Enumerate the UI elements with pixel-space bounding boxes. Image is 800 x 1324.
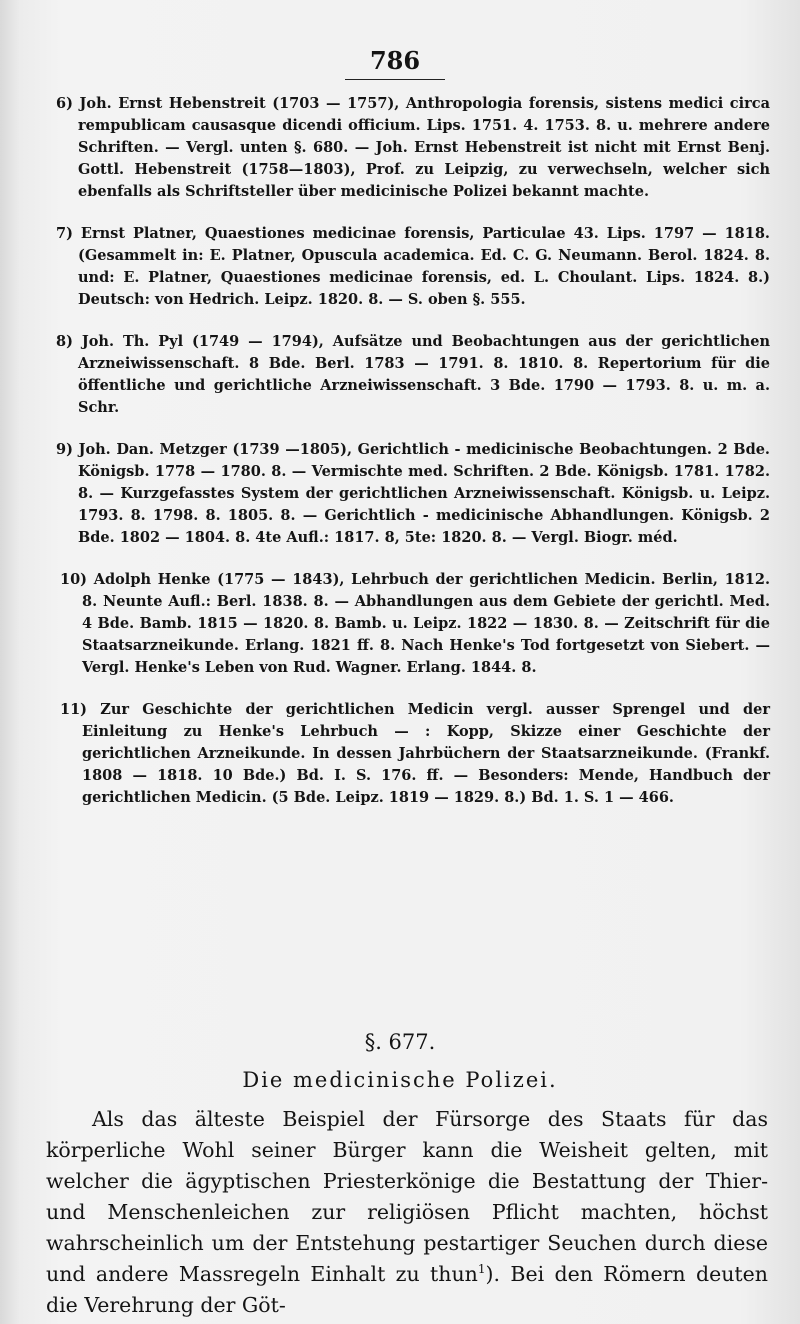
footnote-text: Zur Geschichte der gerichtlichen Medicin vergl. ausser Sprengel und der Einleitung zu Henke's Lehrbuch — : Kopp, Skizze einer Geschichte der gerichtlichen Arzneikunde. In dessen Jahrbüchern der Staatsarzneikunde. (Frankf. 1808 — 1818. 10 Bde.) Bd. I. S. 176. ff. — Besonders: Mende, Handbuch der gerichtlichen Medicin. (5 Bde. Leipz. 1819 — 1829. 8.) Bd. 1. S. 1 — 466. (82, 701, 770, 806)
footnote (56, 93, 770, 203)
body-paragraph (46, 1104, 768, 1321)
footnote-number: 7) (56, 225, 73, 242)
page-number-rule (345, 79, 445, 80)
footnote (56, 331, 770, 419)
page-number: 786 (369, 46, 421, 75)
footnote-number: 9) (56, 441, 73, 458)
footnote (56, 223, 770, 311)
body-text-continuation: ). Bei den Römern deuten die Verehrung der Göt- (46, 1262, 769, 1317)
footnote (60, 699, 770, 809)
footnote (60, 569, 770, 679)
footnote-text: Adolph Henke (1775 — 1843), Lehrbuch der gerichtlichen Medicin. Berlin, 1812. 8. Neunte Aufl.: Berl. 1838. 8. — Abhandlungen aus dem Gebiete der gerichtl. Med. 4 Bde. Bamb. 1815 — 1820. 8. Bamb. u. Leipz. 1822 — 1830. 8. — Zeitschrift für die Staatsarzneikunde. Erlang. 1821 ff. 8. Nach Henke's Tod fortgesetzt von Siebert. — Vergl. Henke's Leben von Rud. Wagner. Erlang. 1844. 8. (82, 571, 770, 676)
footnote (56, 439, 770, 549)
footnote-text: Ernst Platner, Quaestiones medicinae forensis, Particulae 43. Lips. 1797 — 1818. (Gesammelt in: E. Platner, Opuscula academica. Ed. C. G. Neumann. Berol. 1824. 8. und: E. Platner, Quaestiones medicinae forensis, ed. L. Choulant. Lips. 1824. 8.) Deutsch: von Hedrich. Leipz. 1820. 8. — S. oben §. 555. (78, 225, 770, 308)
footnote-text: Joh. Dan. Metzger (1739 —1805), Gerichtlich - medicinische Beobachtungen. 2 Bde. Königsb. 1778 — 1780. 8. — Vermischte med. Schriften. 2 Bde. Königsb. 1781. 1782. 8. — Kurzgefasstes System der gerichtlichen Arzneiwissenschaft. Königsb. u. Leipz. 1793. 8. 1798. 8. 1805. 8. — Gerichtlich - medicinische Abhandlungen. Königsb. 2 Bde. 1802 — 1804. 8. 4te Aufl.: 1817. 8, 5te: 1820. 8. — Vergl. Biogr. méd. (78, 441, 770, 546)
body-text-start: Als das älteste Beispiel der Fürsorge des Staats für das körperliche Wohl seiner Bürger kann die Weisheit gelten, mit welcher die ägyptischen Priesterkönige die Bestattung der Thier- und Menschenleichen zur religiösen Pflicht machten, höchst wahrscheinlich um der Entstehung pestartiger Seuchen durch diese und andere Massregeln Einhalt zu thun (46, 1107, 768, 1286)
footnote-reference: 1 (477, 1262, 486, 1277)
footnote-number: 10) (60, 571, 88, 588)
section-title: Die medicinische Polizei. (242, 1068, 558, 1092)
footnotes (56, 93, 770, 829)
footnote-number: 8) (56, 333, 73, 350)
footnote-text: Joh. Ernst Hebenstreit (1703 — 1757), Anthropologia forensis, sistens medici circa rempublicam causasque dicendi officium. Lips. 1751. 4. 1753. 8. u. mehrere andere Schriften. — Vergl. unten §. 680. — Joh. Ernst Hebenstreit ist nicht mit Ernst Benj. Gottl. Hebenstreit (1758—1803), Prof. zu Leipzig, zu verwechseln, welcher sich ebenfalls als Schriftsteller über medicinische Polizei bekannt machte. (78, 95, 770, 200)
footnote-number: 6) (56, 95, 73, 112)
footnote-number: 11) (60, 701, 88, 718)
section-number: §. 677. (364, 1030, 436, 1054)
footnote-text: Joh. Th. Pyl (1749 — 1794), Aufsätze und Beobachtungen aus der gerichtlichen Arzneiwissenschaft. 8 Bde. Berl. 1783 — 1791. 8. 1810. 8. Repertorium für die öffentliche und gerichtliche Arzneiwissenschaft. 3 Bde. 1790 — 1793. 8. u. m. a. Schr. (78, 333, 770, 416)
